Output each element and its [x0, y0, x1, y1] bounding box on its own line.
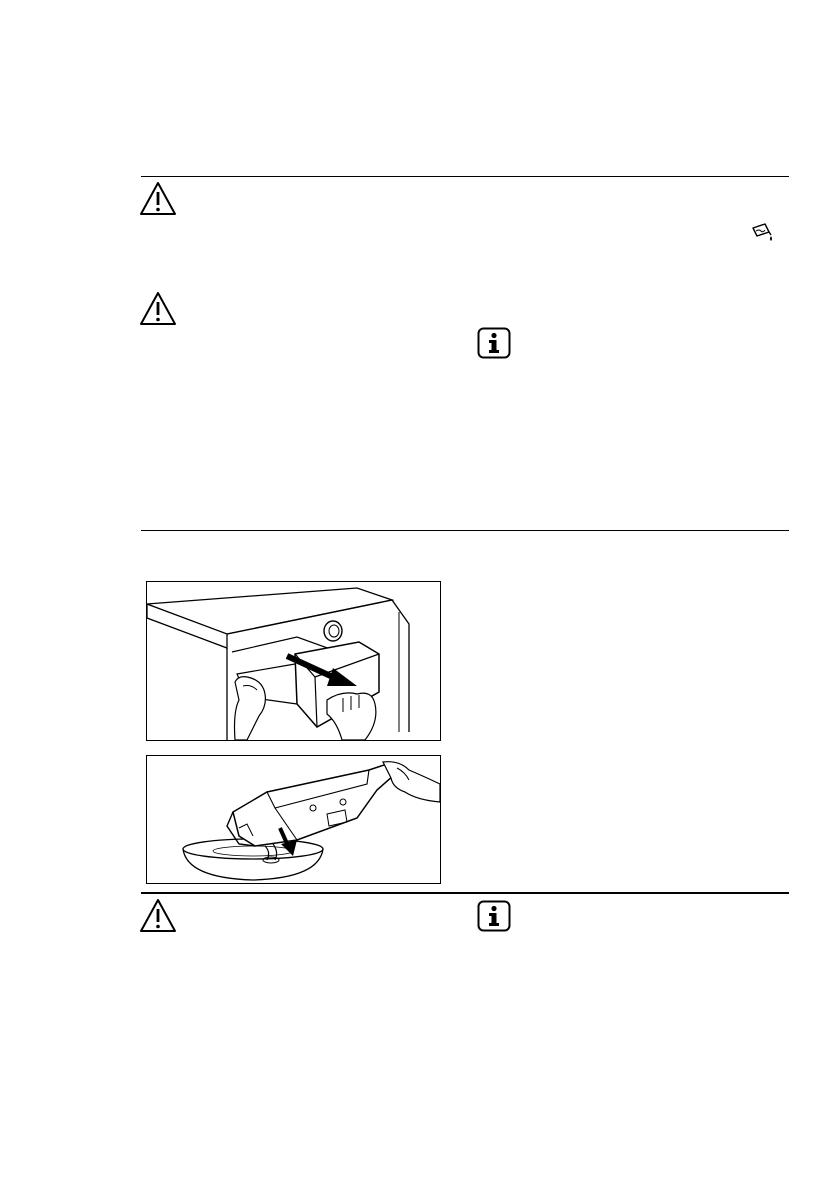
section-divider-middle	[141, 530, 789, 531]
info-icon	[477, 900, 511, 932]
info-icon	[477, 327, 511, 359]
warning-icon	[139, 898, 177, 933]
section-divider-bottom	[141, 892, 789, 894]
figure-empty-dispenser	[146, 755, 441, 884]
figure-remove-dispenser	[146, 581, 441, 741]
section-divider-top	[141, 176, 789, 177]
warning-icon	[139, 291, 177, 326]
warning-icon	[139, 181, 177, 216]
detergent-pour-icon	[751, 222, 777, 244]
